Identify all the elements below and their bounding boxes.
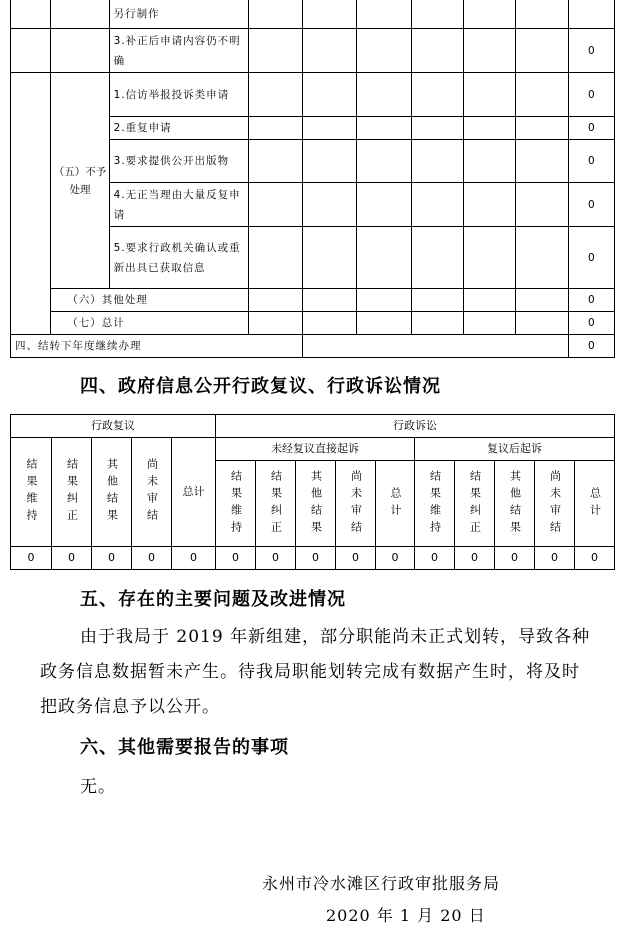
row-value: 0 (568, 29, 614, 73)
signature-date: 2020 年 1 月 20 日 (326, 906, 486, 925)
col-header: 结果纠正 (455, 461, 495, 547)
col-header: 总计 (376, 461, 415, 547)
col-header: 结果维持 (11, 438, 52, 547)
row-label: 3.要求提供公开出版物 (109, 140, 248, 183)
row-value: 0 (568, 335, 614, 358)
table-row (11, 335, 615, 358)
section6-title: 六、其他需要报告的事项 (80, 737, 289, 758)
section4-title: 四、政府信息公开行政复议、行政诉讼情况 (80, 376, 441, 397)
section5-paragraph: 由于我局于 2019 年新组建，部分职能尚未正式划转，导致各种政务信息数据暂未产生。待我局职能划转完成有数据产生时，将及时把政务信息予以公开。 (40, 627, 591, 717)
row-value: 0 (568, 312, 614, 335)
table-row (11, 547, 615, 570)
row-value (568, 0, 614, 29)
section5-title: 五、存在的主要问题及改进情况 (80, 589, 346, 610)
value-cell: 0 (172, 547, 216, 570)
col-header: 结果纠正 (52, 438, 92, 547)
litigation-header: 行政诉讼 (216, 415, 615, 438)
value-cell: 0 (415, 547, 455, 570)
table-row (11, 0, 615, 29)
col-header: 结果纠正 (256, 461, 296, 547)
value-cell: 0 (336, 547, 376, 570)
row-label: 1.信访举报投诉类申请 (109, 73, 248, 117)
value-cell: 0 (575, 547, 615, 570)
value-cell: 0 (376, 547, 415, 570)
value-cell: 0 (455, 547, 495, 570)
col-header: 其他结果 (92, 438, 132, 547)
row-label: 3.补正后申请内容仍不明确 (109, 29, 248, 73)
after-review-header: 复议后起诉 (415, 438, 615, 461)
col-header: 结果维持 (415, 461, 455, 547)
direct-suit-header: 未经复议直接起诉 (216, 438, 415, 461)
value-cell: 0 (535, 547, 575, 570)
review-header: 行政复议 (11, 415, 216, 438)
signature-organization: 永州市冷水滩区行政审批服务局 (262, 874, 501, 893)
row-value: 0 (568, 140, 614, 183)
col-header: 总计 (172, 438, 216, 547)
col-header: 尚未审结 (535, 461, 575, 547)
row-label: 4.无正当理由大量反复申请 (109, 183, 248, 227)
disclosure-handling-table (10, 0, 615, 358)
col-header: 其他结果 (296, 461, 336, 547)
row-value: 0 (568, 183, 614, 227)
value-cell: 0 (132, 547, 172, 570)
row-label: 5.要求行政机关确认或重新出具已获取信息 (109, 227, 248, 289)
section6-paragraph: 无。 (80, 777, 116, 797)
row-value: 0 (568, 117, 614, 140)
row-value: 0 (568, 289, 614, 312)
value-cell: 0 (495, 547, 535, 570)
row-label: 四、结转下年度继续办理 (11, 335, 303, 358)
row-label: （六）其他处理 (51, 289, 248, 312)
table-row (11, 29, 615, 73)
row-label: 2.重复申请 (109, 117, 248, 140)
category-label: （五）不予处理 (51, 73, 109, 289)
value-cell: 0 (52, 547, 92, 570)
review-litigation-table (10, 414, 615, 570)
row-label: （七）总计 (51, 312, 248, 335)
value-cell: 0 (11, 547, 52, 570)
table-row (11, 312, 615, 335)
value-cell: 0 (92, 547, 132, 570)
col-header: 总计 (575, 461, 615, 547)
table-row (11, 73, 615, 117)
value-cell: 0 (256, 547, 296, 570)
col-header: 结果维持 (216, 461, 256, 547)
col-header: 其他结果 (495, 461, 535, 547)
col-header: 尚未审结 (132, 438, 172, 547)
value-cell: 0 (216, 547, 256, 570)
value-cell: 0 (296, 547, 336, 570)
row-value: 0 (568, 73, 614, 117)
col-header: 尚未审结 (336, 461, 376, 547)
table-row (11, 289, 615, 312)
row-value: 0 (568, 227, 614, 289)
row-label: 另行制作 (109, 0, 248, 29)
